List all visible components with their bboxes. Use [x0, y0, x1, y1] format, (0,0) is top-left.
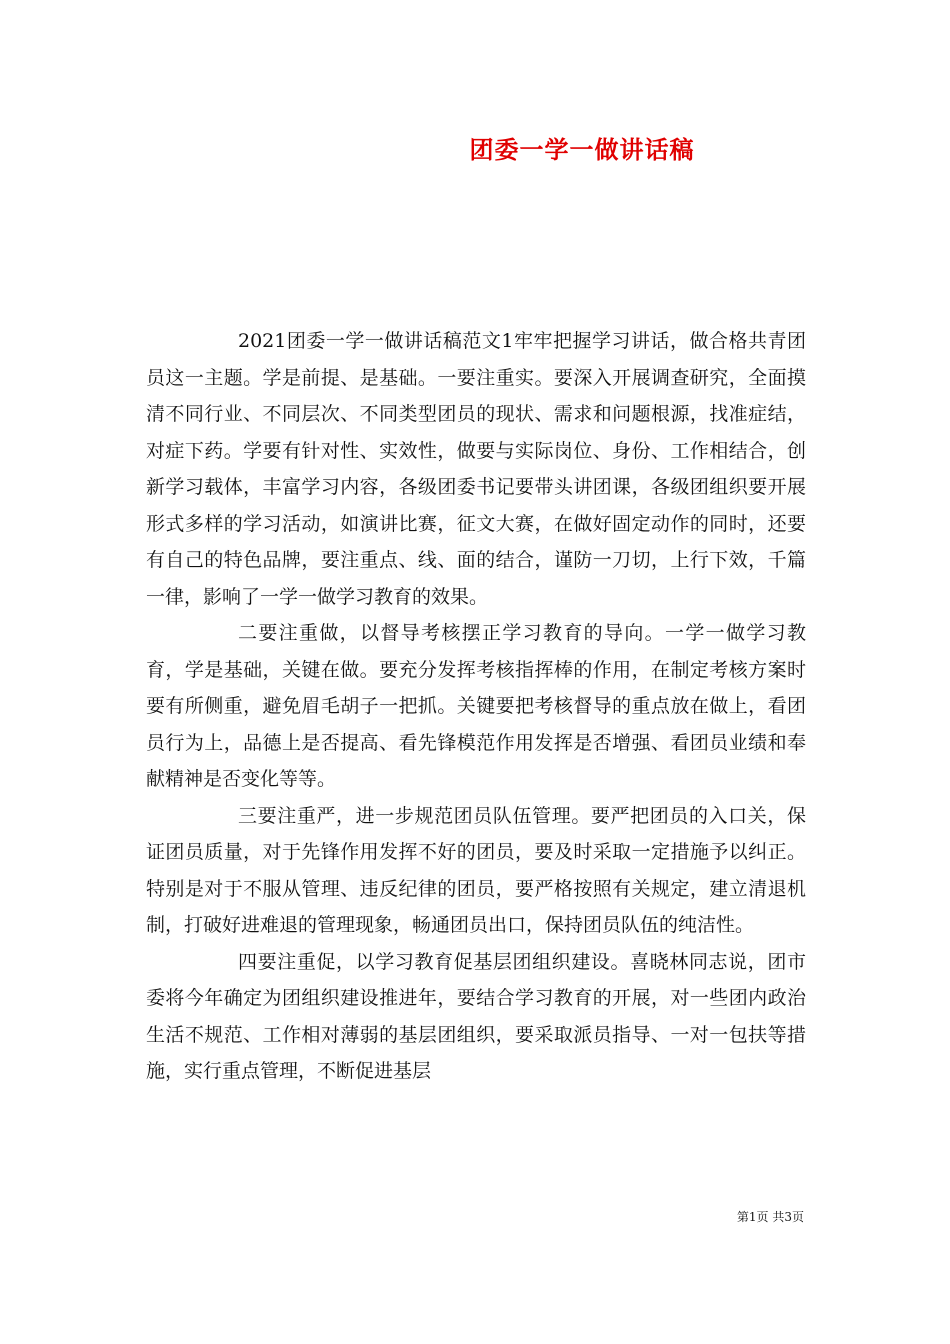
document-body	[146, 323, 806, 1090]
paragraph-1: 2021团委一学一做讲话稿范文1牢牢把握学习讲话，做合格共青团员这一主题。学是前提、是基础。一要注重实。要深入开展调查研究，全面摸清不同行业、不同层次、不同类型团员的现状、需求和问题根源，找准症结，对症下药。学要有针对性、实效性，做要与实际岗位、身份、工作相结合，创新学习载体，丰富学习内容，各级团委书记要带头讲团课，各级团组织要开展形式多样的学习活动，如演讲比赛，征文大赛，在做好固定动作的同时，还要有自己的特色品牌，要注重点、线、面的结合，谨防一刀切，上行下效，千篇一律，影响了一学一做学习教育的效果。	[146, 330, 806, 608]
page-number-footer: 第1页 共3页	[736, 1210, 804, 1224]
paragraph-3: 三要注重严，进一步规范团员队伍管理。要严把团员的入口关，保证团员质量，对于先锋作用发挥不好的团员，要及时采取一定措施予以纠正。特别是对于不服从管理、违反纪律的团员，要严格按照有关规定，建立清退机制，打破好进难退的管理现象，畅通团员出口，保持团员队伍的纯洁性。	[146, 804, 806, 936]
paragraph-2: 二要注重做，以督导考核摆正学习教育的导向。一学一做学习教育，学是基础，关键在做。要充分发挥考核指挥棒的作用，在制定考核方案时要有所侧重，避免眉毛胡子一把抓。关键要把考核督导的重点放在做上，看团员行为上，品德上是否提高、看先锋模范作用发挥是否增强、看团员业绩和奉献精神是否变化等等。	[146, 622, 806, 790]
document-title: 团委一学一做讲话稿	[469, 135, 695, 164]
paragraph-4: 四要注重促，以学习教育促基层团组织建设。喜晓林同志说，团市委将今年确定为团组织建设推进年，要结合学习教育的开展，对一些团内政治生活不规范、工作相对薄弱的基层团组织，要采取派员指导、一对一包扶等措施，实行重点管理，不断促进基层	[146, 950, 806, 1082]
document-title-container	[0, 132, 950, 168]
